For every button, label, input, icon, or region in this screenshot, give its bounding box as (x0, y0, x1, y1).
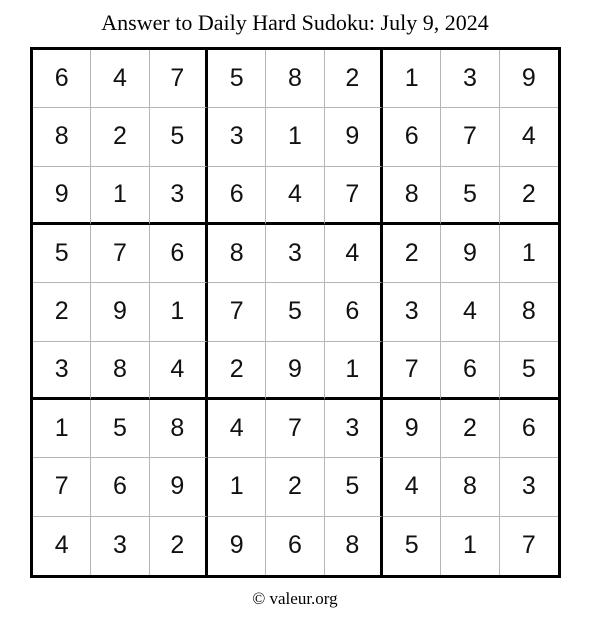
sudoku-cell-r7-c4: 4 (208, 400, 266, 458)
sudoku-cell-r2-c7: 6 (383, 108, 441, 166)
sudoku-cell-r3-c8: 5 (441, 167, 499, 225)
sudoku-cell-r7-c9: 6 (500, 400, 558, 458)
sudoku-cell-r5-c2: 9 (91, 283, 149, 341)
sudoku-cell-r2-c5: 1 (266, 108, 324, 166)
sudoku-cell-r1-c6: 2 (325, 50, 383, 108)
sudoku-cell-r9-c3: 2 (150, 517, 208, 575)
sudoku-cell-r8-c2: 6 (91, 458, 149, 516)
sudoku-cell-r1-c3: 7 (150, 50, 208, 108)
sudoku-cell-r4-c4: 8 (208, 225, 266, 283)
sudoku-cell-r2-c8: 7 (441, 108, 499, 166)
sudoku-cell-r3-c6: 7 (325, 167, 383, 225)
sudoku-cell-r9-c2: 3 (91, 517, 149, 575)
sudoku-cell-r1-c7: 1 (383, 50, 441, 108)
sudoku-cell-r6-c8: 6 (441, 342, 499, 400)
sudoku-cell-r7-c3: 8 (150, 400, 208, 458)
sudoku-cell-r2-c3: 5 (150, 108, 208, 166)
sudoku-cell-r7-c5: 7 (266, 400, 324, 458)
sudoku-cell-r6-c4: 2 (208, 342, 266, 400)
sudoku-cell-r1-c1: 6 (33, 50, 91, 108)
sudoku-cell-r8-c5: 2 (266, 458, 324, 516)
sudoku-cell-r9-c1: 4 (33, 517, 91, 575)
sudoku-cell-r7-c2: 5 (91, 400, 149, 458)
sudoku-cell-r4-c3: 6 (150, 225, 208, 283)
sudoku-cell-r6-c9: 5 (500, 342, 558, 400)
sudoku-cell-r3-c2: 1 (91, 167, 149, 225)
sudoku-cell-r7-c8: 2 (441, 400, 499, 458)
sudoku-cell-r3-c7: 8 (383, 167, 441, 225)
sudoku-cell-r1-c8: 3 (441, 50, 499, 108)
sudoku-cell-r3-c4: 6 (208, 167, 266, 225)
sudoku-cell-r8-c7: 4 (383, 458, 441, 516)
sudoku-cell-r3-c5: 4 (266, 167, 324, 225)
sudoku-cell-r6-c2: 8 (91, 342, 149, 400)
sudoku-cell-r9-c4: 9 (208, 517, 266, 575)
sudoku-cell-r2-c9: 4 (500, 108, 558, 166)
sudoku-cell-r9-c7: 5 (383, 517, 441, 575)
sudoku-cell-r5-c6: 6 (325, 283, 383, 341)
sudoku-cell-r7-c7: 9 (383, 400, 441, 458)
sudoku-cell-r4-c6: 4 (325, 225, 383, 283)
sudoku-cell-r2-c6: 9 (325, 108, 383, 166)
sudoku-cell-r4-c9: 1 (500, 225, 558, 283)
sudoku-cell-r3-c3: 3 (150, 167, 208, 225)
sudoku-cell-r6-c7: 7 (383, 342, 441, 400)
page-title: Answer to Daily Hard Sudoku: July 9, 2024 (101, 10, 489, 35)
sudoku-cell-r2-c2: 2 (91, 108, 149, 166)
sudoku-cell-r1-c9: 9 (500, 50, 558, 108)
sudoku-cell-r1-c4: 5 (208, 50, 266, 108)
sudoku-cell-r9-c9: 7 (521, 531, 536, 560)
sudoku-cell-r1-c2: 4 (91, 50, 149, 108)
sudoku-cell-r3-c1: 9 (33, 167, 91, 225)
sudoku-cell-r6-c1: 3 (33, 342, 91, 400)
sudoku-board (30, 47, 561, 578)
sudoku-cell-r8-c8: 8 (441, 458, 499, 516)
sudoku-cell-r5-c8: 4 (441, 283, 499, 341)
sudoku-cell-r2-c1: 8 (33, 108, 91, 166)
sudoku-cell-r9-c8: 1 (441, 517, 499, 575)
sudoku-cell-r8-c6: 5 (325, 458, 383, 516)
sudoku-cell-r8-c4: 1 (208, 458, 266, 516)
sudoku-cell-r4-c7: 2 (383, 225, 441, 283)
sudoku-cell-r2-c4: 3 (208, 108, 266, 166)
sudoku-cell-r6-c5: 9 (266, 342, 324, 400)
copyright-footer: © valeur.org (252, 589, 338, 608)
sudoku-cell-r7-c1: 1 (33, 400, 91, 458)
sudoku-cell-r7-c6: 3 (325, 400, 383, 458)
sudoku-cell-r3-c9: 2 (500, 167, 558, 225)
sudoku-cell-r5-c4: 7 (208, 283, 266, 341)
sudoku-cell-r6-c6: 1 (325, 342, 383, 400)
sudoku-cell-r5-c3: 1 (150, 283, 208, 341)
sudoku-cell-r5-c7: 3 (383, 283, 441, 341)
sudoku-cell-r5-c1: 2 (33, 283, 91, 341)
sudoku-cell-r5-c5: 5 (266, 283, 324, 341)
sudoku-cell-r9-c6: 8 (325, 517, 383, 575)
sudoku-cell-r1-c5: 8 (266, 50, 324, 108)
sudoku-cell-r4-c5: 3 (266, 225, 324, 283)
sudoku-cell-r4-c8: 9 (441, 225, 499, 283)
sudoku-cell-r8-c1: 7 (33, 458, 91, 516)
sudoku-cell-r8-c9: 3 (500, 458, 558, 516)
sudoku-cell-r5-c9: 8 (500, 283, 558, 341)
sudoku-cell-r9-c5: 6 (266, 517, 324, 575)
sudoku-cell-r4-c2: 7 (91, 225, 149, 283)
sudoku-cell-r8-c3: 9 (150, 458, 208, 516)
sudoku-cell-r6-c3: 4 (150, 342, 208, 400)
sudoku-cell-r4-c1: 5 (33, 225, 91, 283)
